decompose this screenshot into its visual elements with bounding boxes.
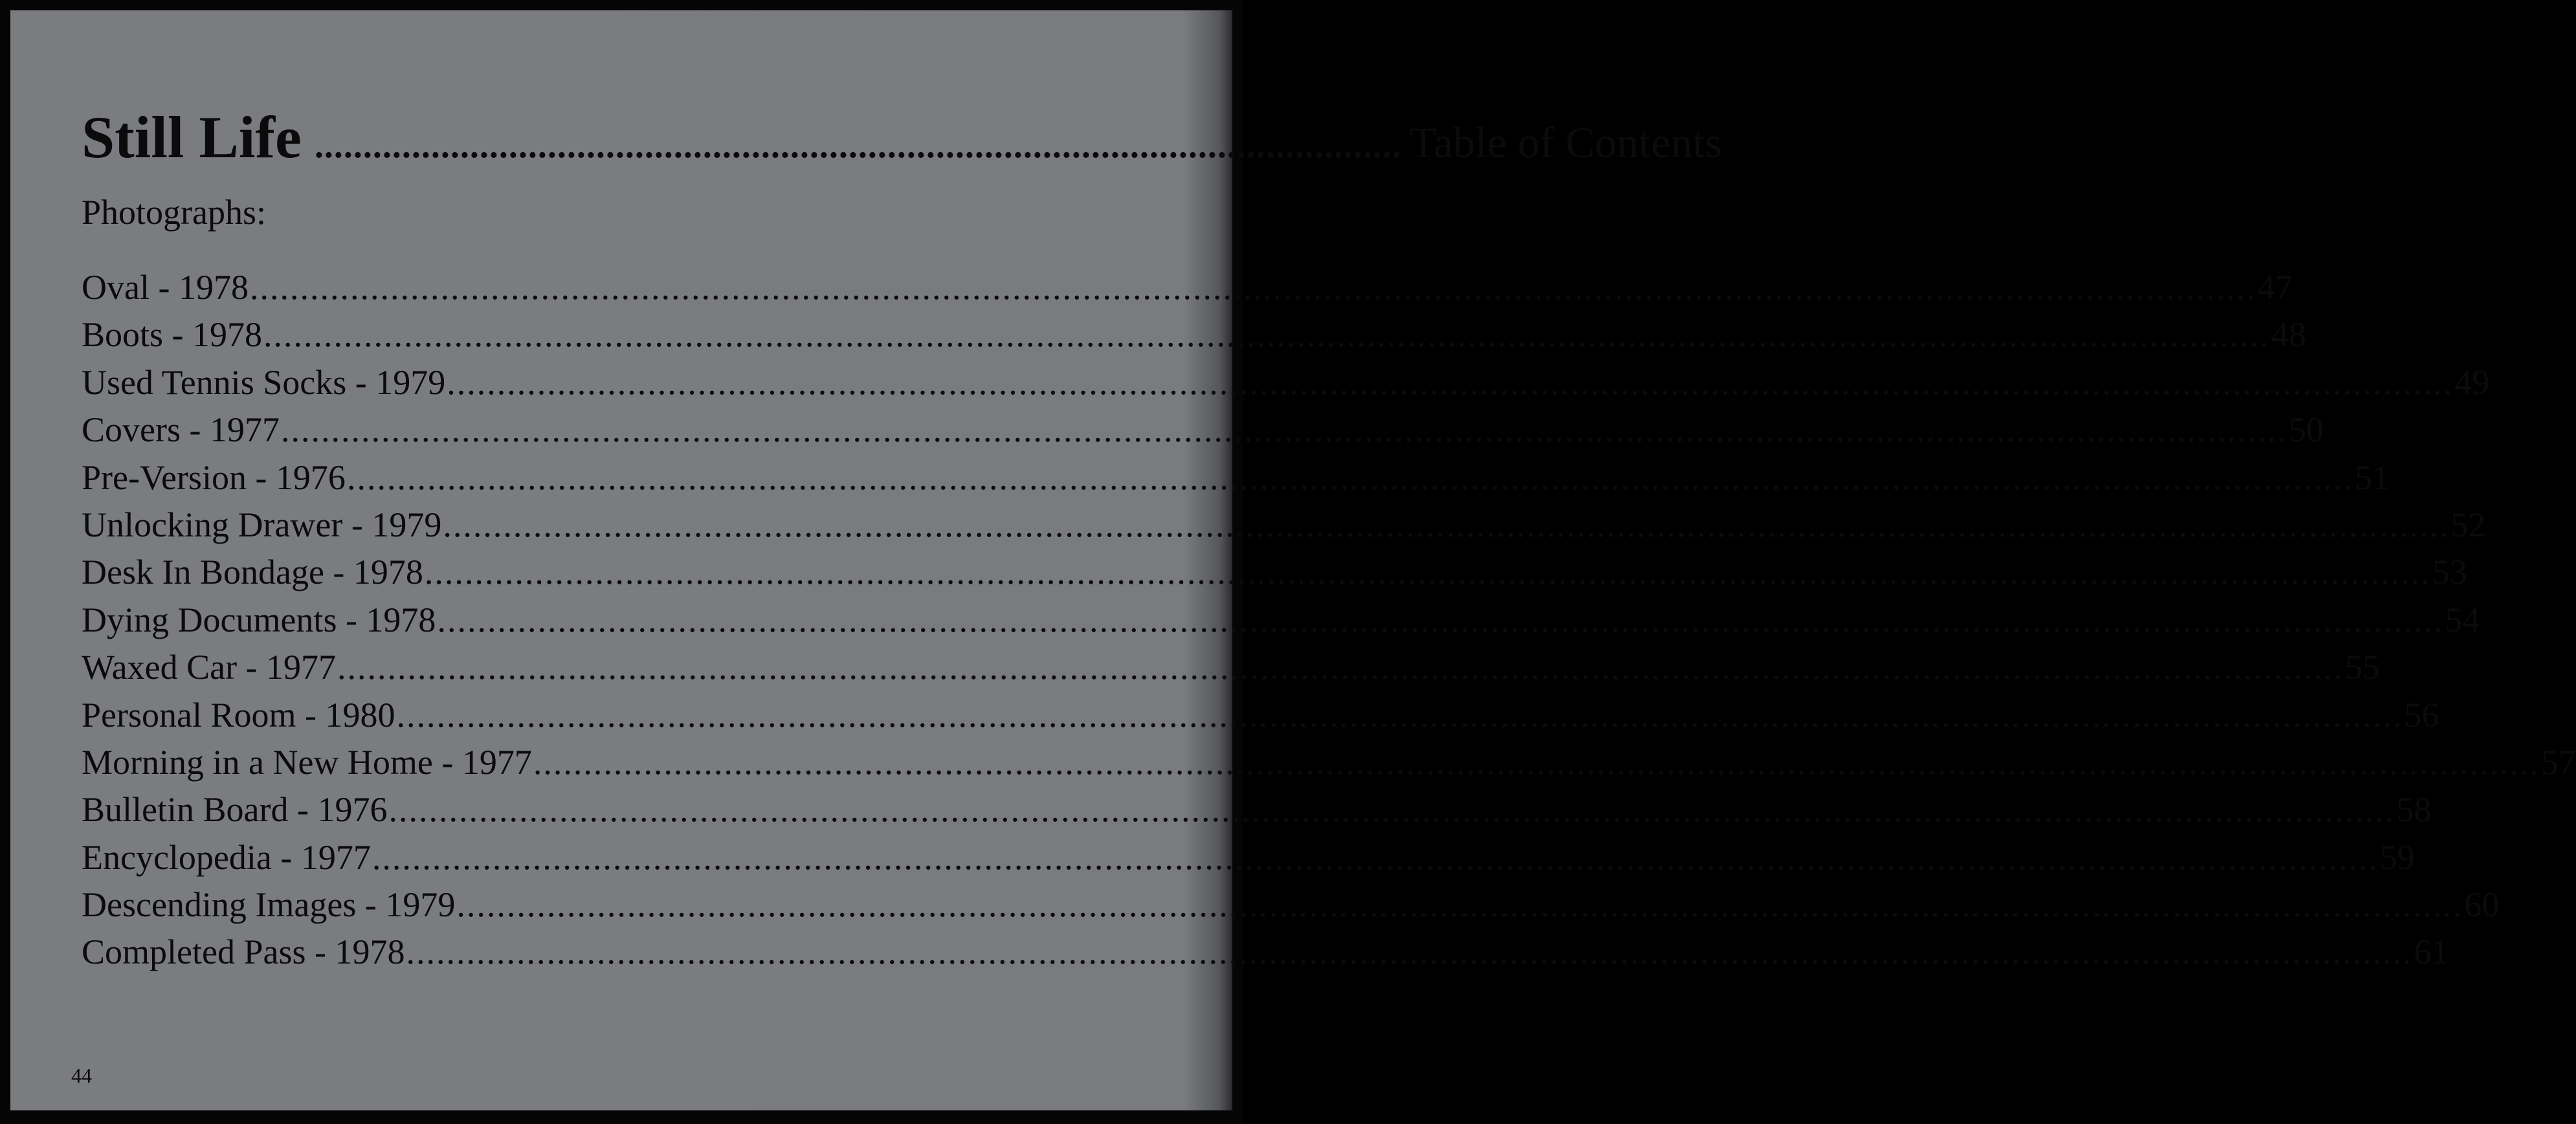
- dot-leader: ........................................................................................................................................................................................................: [346, 457, 2353, 497]
- toc-entry-page: 47: [2257, 268, 2293, 307]
- title-dot-leader: ................................................................................................................: [314, 126, 1402, 166]
- toc-entry-page: 59: [2379, 837, 2415, 877]
- toc-entry-page: 54: [2445, 600, 2480, 639]
- toc-entry[interactable]: [82, 739, 2576, 786]
- toc-entry-title: Waxed Car - 1977: [82, 648, 337, 687]
- dot-leader: ........................................................................................................................................................................................................: [263, 315, 2271, 355]
- dot-leader: ........................................................................................................................................................................................................: [280, 410, 2287, 450]
- dot-leader: ........................................................................................................................................................................................................: [437, 600, 2444, 639]
- toc-entry-page: 55: [2345, 648, 2381, 687]
- toc-entry[interactable]: [82, 501, 2486, 549]
- toc-entry-page: 52: [2450, 505, 2486, 544]
- dot-leader: ........................................................................................................................................................................................................: [396, 695, 2403, 734]
- toc-entry-title: Encyclopedia - 1977: [82, 837, 371, 877]
- toc-entry[interactable]: [82, 786, 2432, 833]
- dot-leader: ........................................................................................................................................................................................................: [249, 268, 2256, 307]
- toc-entry-title: Completed Pass - 1978: [82, 932, 405, 972]
- toc-entry-page: 58: [2396, 790, 2432, 830]
- toc-entry-page: 50: [2288, 410, 2324, 450]
- dot-leader: ........................................................................................................................................................................................................: [337, 648, 2344, 687]
- toc-entry-page: 56: [2404, 695, 2439, 734]
- toc-entry[interactable]: [82, 881, 2500, 929]
- toc-entry[interactable]: [82, 692, 2439, 739]
- toc-entry[interactable]: [82, 311, 2307, 358]
- toc-entry-title: Pre-Version - 1976: [82, 457, 346, 497]
- section-heading: Photographs:: [82, 193, 267, 232]
- toc-entry[interactable]: [82, 406, 2324, 454]
- toc-entry-page: 57: [2540, 742, 2576, 782]
- toc-entry-title: Unlocking Drawer - 1979: [82, 505, 442, 544]
- toc-entry-title: Bulletin Board - 1976: [82, 790, 388, 830]
- toc-entry-page: 49: [2454, 362, 2490, 402]
- toc-entry[interactable]: [82, 834, 2415, 881]
- toc-entry[interactable]: [82, 549, 2467, 596]
- toc-entry-page: 51: [2354, 457, 2390, 497]
- toc-entry-title: Morning in a New Home - 1977: [82, 742, 532, 782]
- dot-leader: ........................................................................................................................................................................................................: [424, 553, 2431, 592]
- toc-entry-title: Descending Images - 1979: [82, 885, 456, 925]
- page-subtitle: Table of Contents: [1409, 118, 1722, 167]
- toc-entry[interactable]: [82, 644, 2381, 691]
- toc-entry-title: Personal Room - 1980: [82, 695, 395, 734]
- dot-leader: ........................................................................................................................................................................................................: [406, 932, 2413, 972]
- page-title: Still Life: [82, 104, 302, 170]
- toc-entry[interactable]: [82, 597, 2480, 644]
- dot-leader: ........................................................................................................................................................................................................: [372, 837, 2379, 877]
- toc-entry[interactable]: [82, 359, 2490, 406]
- dot-leader: ........................................................................................................................................................................................................: [533, 742, 2540, 782]
- toc-entry-page: 60: [2464, 885, 2500, 925]
- toc-list: [82, 264, 2576, 976]
- toc-entry-title: Dying Documents - 1978: [82, 600, 436, 639]
- title-row: [82, 104, 1722, 172]
- toc-entry[interactable]: [82, 264, 2293, 311]
- page-number: 44: [71, 1064, 92, 1087]
- toc-entry-page: 61: [2414, 932, 2449, 972]
- toc-entry-title: Oval - 1978: [82, 268, 249, 307]
- toc-entry-title: Used Tennis Socks - 1979: [82, 362, 446, 402]
- toc-entry-title: Covers - 1977: [82, 410, 280, 450]
- dot-leader: ........................................................................................................................................................................................................: [447, 362, 2454, 402]
- dot-leader: ........................................................................................................................................................................................................: [388, 790, 2395, 830]
- document-page: [10, 10, 2576, 1110]
- toc-entry-page: 53: [2432, 553, 2467, 592]
- toc-entry-title: Boots - 1978: [82, 315, 263, 355]
- toc-entry-page: 48: [2271, 315, 2307, 355]
- toc-entry[interactable]: [82, 929, 2449, 976]
- toc-entry-title: Desk In Bondage - 1978: [82, 553, 423, 592]
- toc-entry[interactable]: [82, 454, 2390, 501]
- dot-leader: ........................................................................................................................................................................................................: [456, 885, 2463, 925]
- dot-leader: ........................................................................................................................................................................................................: [443, 505, 2450, 544]
